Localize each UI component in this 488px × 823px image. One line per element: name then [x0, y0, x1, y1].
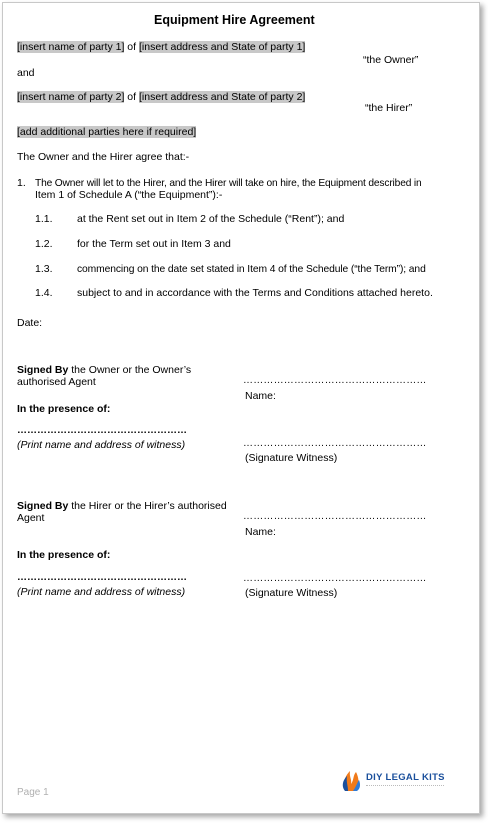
subclause-text: for the Term set out in Item 3 and: [77, 238, 231, 250]
party2-address-placeholder[interactable]: [insert address and State of party 2]: [138, 91, 306, 103]
sig1-signature-line[interactable]: ………………………………………………: [243, 375, 427, 386]
brand-logo-tagline: [366, 785, 444, 788]
sig2-witness-label: (Print name and address of witness): [17, 586, 186, 598]
party2-role: “the Hirer”: [365, 102, 413, 114]
subclause-text: subject to and in accordance with the Terms and Conditions attached hereto.: [77, 287, 433, 299]
sig2-signed-by: Signed By: [17, 500, 69, 512]
sig1-witness-line[interactable]: ……………………………………………: [17, 425, 187, 436]
sig2-signature-line[interactable]: ………………………………………………: [243, 511, 427, 522]
clause1-number: 1.: [17, 177, 26, 189]
and-text: and: [17, 67, 35, 79]
party1-of: of: [124, 41, 139, 53]
sig1-signer: the Owner or the Owner’s: [68, 364, 192, 376]
clause1-line1: The Owner will let to the Hirer, and the Hirer will take on hire, the Equipment described in: [35, 178, 422, 189]
sig2-signer-line2: Agent: [17, 512, 45, 524]
sig2-name-label: Name:: [245, 526, 276, 538]
subclause-text: at the Rent set out in Item 2 of the Schedule (“Rent”); and: [77, 213, 345, 225]
party1-address-placeholder[interactable]: [insert address and State of party 1]: [138, 41, 306, 53]
subclause-number: 1.4.: [35, 287, 53, 299]
sig1-signed-by: Signed By: [17, 364, 69, 376]
sig1-sigwit-label: (Signature Witness): [245, 452, 338, 464]
additional-parties-placeholder[interactable]: [add additional parties here if required]: [17, 126, 197, 138]
subclause-number: 1.2.: [35, 238, 53, 250]
subclause-text: commencing on the date set stated in Item 4 of the Schedule (“the Term”); and: [77, 264, 426, 275]
sig1-sigwit-line[interactable]: ………………………………………………: [243, 438, 427, 449]
party2-line: [17, 91, 305, 104]
party1-role: “the Owner”: [363, 54, 419, 66]
party2-of: of: [124, 91, 139, 103]
brand-flame-icon: [341, 767, 363, 793]
sig1-witness-label: (Print name and address of witness): [17, 439, 186, 451]
brand-logo-text: DIY LEGAL KITS: [366, 772, 445, 783]
additional-parties: [17, 126, 196, 139]
clause1-line2: Item 1 of Schedule A (“the Equipment”):-: [35, 189, 223, 201]
party1-line: [17, 41, 305, 54]
party1-name-placeholder[interactable]: [insert name of party 1]: [17, 41, 125, 53]
document-page: [2, 2, 480, 814]
brand-logo: [341, 767, 445, 793]
subclause-number: 1.3.: [35, 263, 53, 275]
sig1-name-label: Name:: [245, 390, 276, 402]
sig2-presence: In the presence of:: [17, 549, 111, 561]
document-title: Equipment Hire Agreement: [154, 13, 315, 27]
sig2-signed-line1: [17, 500, 227, 513]
subclause-number: 1.1.: [35, 213, 53, 225]
sig2-sigwit-label: (Signature Witness): [245, 587, 338, 599]
date-label: Date:: [17, 317, 43, 329]
sig1-presence: In the presence of:: [17, 403, 111, 415]
sig2-signer: the Hirer or the Hirer’s authorised: [68, 500, 227, 512]
sig2-sigwit-line[interactable]: ………………………………………………: [243, 573, 427, 584]
page-number: Page 1: [17, 787, 49, 798]
party2-name-placeholder[interactable]: [insert name of party 2]: [17, 91, 125, 103]
sig2-witness-line[interactable]: ……………………………………………: [17, 572, 187, 583]
agree-text: The Owner and the Hirer agree that:-: [17, 151, 190, 163]
sig1-signer-line2: authorised Agent: [17, 376, 96, 388]
